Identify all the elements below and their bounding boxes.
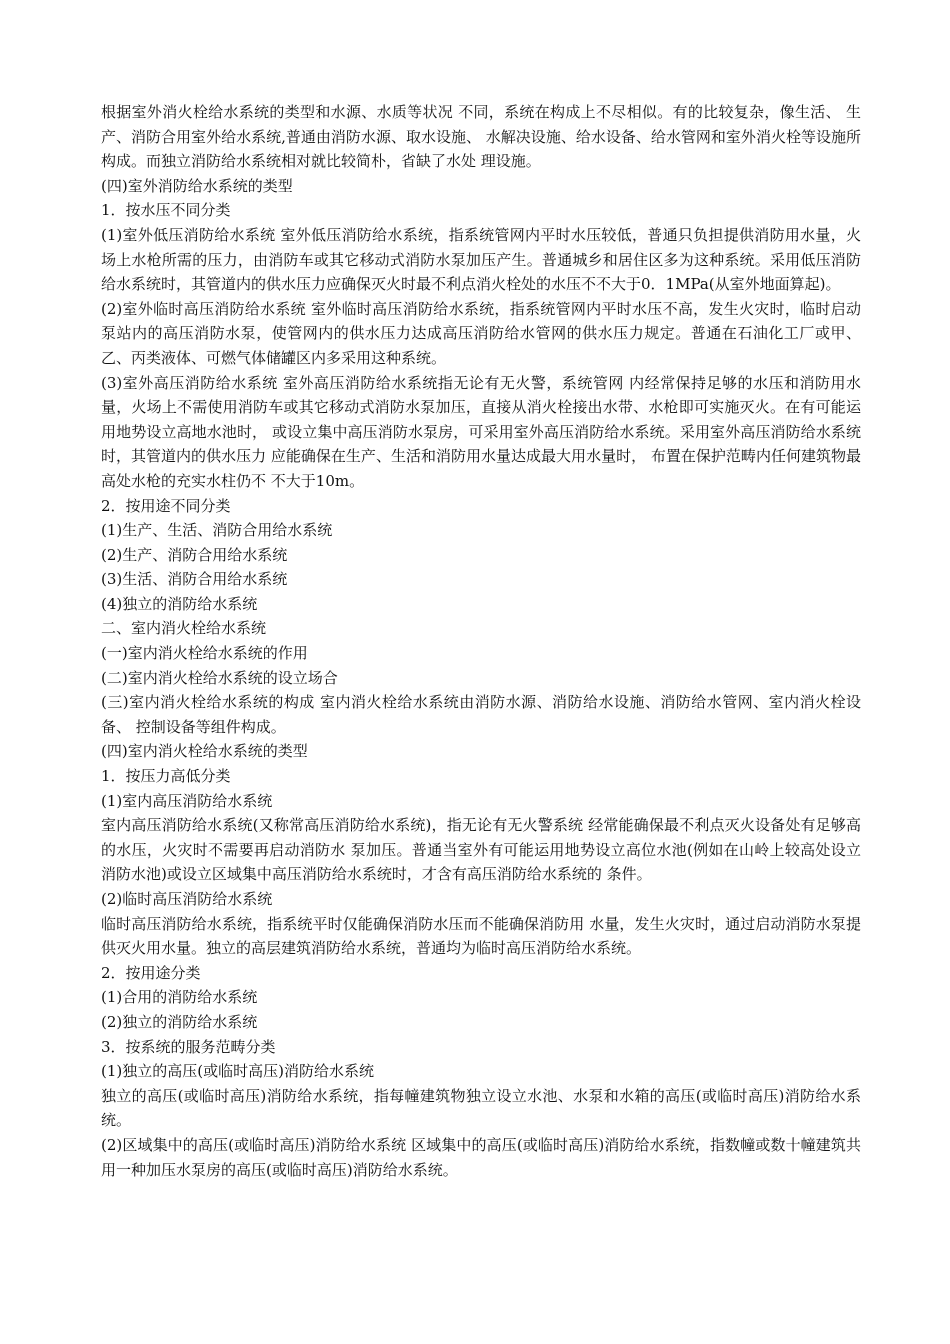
paragraph-indoor-high-pressure: 室内高压消防给水系统(又称常高压消防给水系统)，指无论有无火警系统 经常能确保最不利点灭火设备处有足够高的水压，火灾时不需要再启动消防水 泵加压。普通当室外有可能运用地势设立高位水池(例如在山岭上较高处设立 消防水池)或设立区域集中高压消防给水系统时，才含有高压消防给水系统的 条件。: [101, 816, 861, 884]
paragraph-regional-system: (2)区域集中的高压(或临时高压)消防给水系统 区域集中的高压(或临时高压)消防给水系统，指数幢或数十幢建筑共用一种加压水泵房的高压(或临时高压)消防给水系统。: [101, 1135, 861, 1179]
subheading-by-service-scope: 3．按系统的服务范畴分类: [101, 1037, 276, 1056]
paragraph-outdoor-temporary-high-pressure: (2)室外临时高压消防给水系统 室外临时高压消防给水系统，指系统管网内平时水压不高，发生火灾时，临时启动泵站内的高压消防水泵，使管网内的供水压力达成高压消防给水管网的供水压力规定。普通在石油化工厂或甲、乙、丙类液体、可燃气体储罐区内多采用这种系统。: [101, 299, 861, 367]
section-heading-outdoor-types: (四)室外消防给水系统的类型: [101, 176, 293, 195]
list-item: (2)生产、消防合用给水系统: [101, 545, 288, 564]
intro-paragraph: 根据室外消火栓给水系统的类型和水源、水质等状况 不同，系统在构成上不尽相似。有的比较复杂，像生活、 生产、消防合用室外给水系统,普通由消防水源、取水设施、 水解决设施、给水设备、给水管网和室外消火栓等设施所 构成。而独立消防给水系统相对就比较简朴，省缺了水处 理设施。: [101, 103, 861, 171]
subheading-indoor-by-use: 2．按用途分类: [101, 963, 201, 982]
section-heading-indoor-types: (四)室内消火栓给水系统的类型: [101, 742, 308, 761]
subheading-by-pressure: 1．按水压不同分类: [101, 201, 231, 220]
list-item: (3)生活、消防合用给水系统: [101, 570, 288, 589]
subheading-by-pressure-level: 1．按压力高低分类: [101, 767, 231, 786]
subheading-independent-system: (1)独立的高压(或临时高压)消防给水系统: [101, 1062, 374, 1081]
subheading-temporary-high-pressure: (2)临时高压消防给水系统: [101, 890, 273, 908]
subheading-by-use: 2．按用途不同分类: [101, 496, 231, 515]
paragraph-temporary-high-pressure: 临时高压消防给水系统，指系统平时仅能确保消防水压而不能确保消防用 水量，发生火灾时，通过启动消防水泵提供灭火用水量。独立的高层建筑消防给水系统，普通均为临时高压消防给水系统。: [101, 914, 861, 958]
document-page: [101, 100, 861, 1182]
paragraph-outdoor-low-pressure: (1)室外低压消防给水系统 室外低压消防给水系统，指系统管网内平时水压较低，普通只负担提供消防用水量，火场上水枪所需的压力，由消防车或其它移动式消防水泵加压产生。普通城乡和居住区多为这种系统。采用低压消防给水系统时，其管道内的供水压力应确保灭火时最不利点消火栓处的水压不不大于0．1MPa(从室外地面算起)。: [101, 225, 861, 294]
paragraph-outdoor-high-pressure: (3)室外高压消防给水系统 室外高压消防给水系统指无论有无火警，系统管网 内经常保持足够的水压和消防用水量，火场上不需使用消防车或其它移动式消防水泵加压，直接从消火栓接出水带、水枪即可实施灭火。在有可能运用地势设立高地水池时， 或设立集中高压消防水泵房，可采用室外高压消防给水系统。采用室外高压消防给水系统时，其管道内的供水压力 应能确保在生产、生活和消防用水量达成最大用水量时， 布置在保护范畴内任何建筑物最高处水枪的充实水柱仍不 不大于10m。: [101, 373, 861, 490]
paragraph-indoor-composition: (三)室内消火栓给水系统的构成 室内消火栓给水系统由消防水源、消防给水设施、消防给水管网、室内消火栓设备、 控制设备等组件构成。: [101, 693, 861, 736]
list-item: (1)合用的消防给水系统: [101, 988, 258, 1007]
section-heading-indoor-role: (一)室内消火栓给水系统的作用: [101, 644, 308, 663]
list-item: (1)生产、生活、消防合用给水系统: [101, 521, 333, 540]
list-item: (4)独立的消防给水系统: [101, 594, 258, 613]
section-heading-indoor: 二、室内消火栓给水系统: [101, 619, 267, 638]
subheading-indoor-high-pressure: (1)室内高压消防给水系统: [101, 791, 273, 810]
paragraph-independent-system: 独立的高压(或临时高压)消防给水系统，指每幢建筑物独立设立水池、水泵和水箱的高压(或临时高压)消防给水系统。: [101, 1086, 861, 1130]
section-heading-indoor-places: (二)室内消火栓给水系统的设立场合: [101, 668, 338, 687]
list-item: (2)独立的消防给水系统: [101, 1012, 258, 1031]
